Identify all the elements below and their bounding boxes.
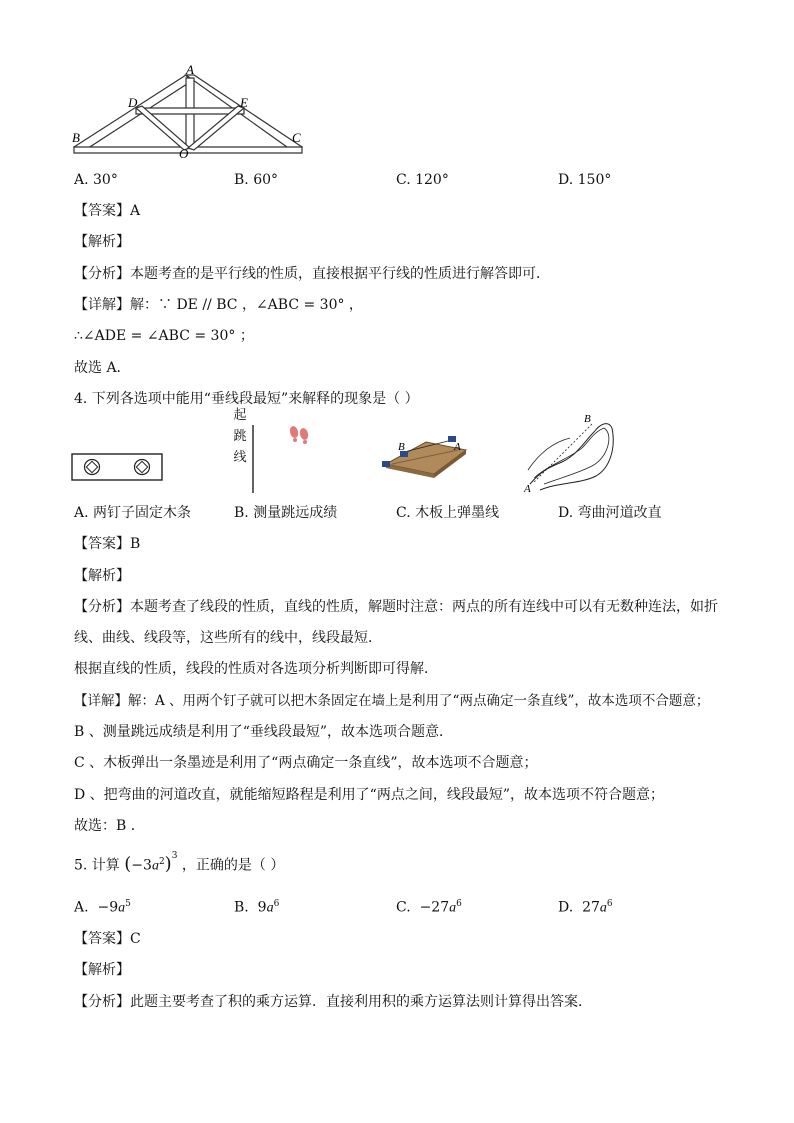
- q4-detail-a: 【详解】解：A 、用两个钉子就可以把木条固定在墙上是利用了“两点确定一条直线”，故本选项不合题意；: [74, 693, 710, 709]
- q4-option-d: D. 弯曲河道改直: [558, 505, 662, 521]
- q4-detail-d: D 、把弯曲的河道改直，就能缩短路程是利用了“两点之间，线段最短”，故本选项不符合题意；: [74, 787, 664, 803]
- q3-option-d: D. 150°: [558, 172, 612, 188]
- figure-river: [520, 412, 630, 496]
- truss-figure: [66, 62, 316, 162]
- q4-stem: 4. 下列各选项中能用“垂线段最短”来解释的现象是（ ）: [74, 391, 419, 407]
- q5-option-c: C. $-27a^6$: [396, 899, 462, 916]
- q5-answer: 【答案】C: [74, 931, 141, 947]
- label-d: D: [128, 95, 138, 110]
- figure-ink-line: [378, 434, 470, 478]
- q3-analysis-label: 【解析】: [74, 234, 130, 250]
- q4-fenxi-2: 线、曲线、线段等，这些所有的线中，线段最短．: [74, 630, 382, 646]
- label-a: A: [186, 62, 194, 77]
- q4-option-c: C. 木板上弹墨线: [396, 505, 500, 521]
- takeoff-line-label: 起 跳 线: [233, 408, 247, 465]
- q4-fenxi: 【分析】本题考查了线段的性质，直线的性质，解题时注意：两点的所有连线中可以有无数种连法，如折: [74, 599, 718, 615]
- q3-answer: 【答案】A: [74, 203, 141, 219]
- label-c: C: [292, 130, 301, 145]
- q5-option-a: A. $-9a^5$: [74, 899, 131, 916]
- ink-label-b: B: [398, 441, 405, 453]
- q4-conclusion: 故选：B ．: [74, 818, 145, 834]
- q3-conclusion: 故选 A．: [74, 360, 131, 376]
- q4-analysis-label: 【解析】: [74, 568, 130, 584]
- footprints-icon: [289, 425, 310, 444]
- q3-option-b: B. 60°: [234, 172, 279, 188]
- q4-fenxi-3: 根据直线的性质，线段的性质对各选项分析判断即可得解．: [74, 661, 438, 677]
- q3-option-a: A. 30°: [74, 172, 118, 188]
- ink-label-a: A: [454, 441, 461, 453]
- q5-option-d: D. $27a^6$: [558, 899, 613, 916]
- river-label-b: B: [584, 413, 591, 425]
- q3-fenxi: 【分析】本题考查的是平行线的性质，直接根据平行线的性质进行解答即可．: [74, 266, 550, 282]
- truss-beam-de: [136, 108, 244, 114]
- q5-fenxi: 【分析】此题主要考查了积的乘方运算．直接利用积的乘方运算法则计算得出答案．: [74, 994, 592, 1010]
- q5-analysis-label: 【解析】: [74, 962, 130, 978]
- q3-detail: 【详解】解：∵ DE // BC ，∠ABC = 30° ，: [74, 297, 363, 313]
- q5-option-b: B. $9a^6$: [234, 899, 280, 916]
- q4-option-a: A. 两钉子固定木条: [74, 505, 192, 521]
- q3-detail-2: ∴∠ADE = ∠ABC = 30° ；: [74, 328, 254, 344]
- figure-long-jump: [250, 425, 320, 497]
- label-e: E: [240, 95, 248, 110]
- label-o: O: [179, 146, 189, 161]
- river-label-a: A: [524, 483, 531, 495]
- label-b: B: [72, 130, 80, 145]
- q5-stem: 5. 计算 $(-3a^2)^3$ ，正确的是（ ）: [74, 851, 285, 875]
- q4-detail-b: B 、测量跳远成绩是利用了“垂线段最短”，故本选项合题意．: [74, 724, 454, 740]
- figure-nails: [70, 452, 166, 484]
- q4-answer: 【答案】B: [74, 536, 141, 552]
- q4-detail-c: C 、木板弹出一条墨迹是利用了“两点确定一条直线”，故本选项不合题意；: [74, 755, 538, 771]
- q4-option-b: B. 测量跳远成绩: [234, 505, 338, 521]
- q3-option-c: C. 120°: [396, 172, 449, 188]
